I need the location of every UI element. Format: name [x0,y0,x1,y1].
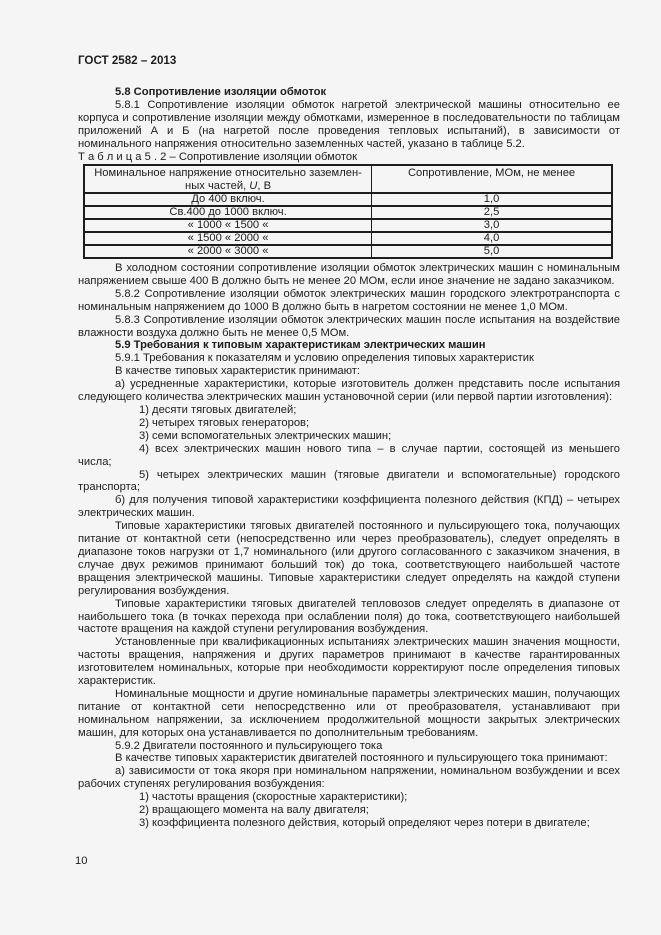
column-header-resistance: Сопротивление, МОм, не менее [372,165,612,193]
table-row [84,193,612,206]
voltage-header-line2-post: , В [257,179,272,192]
table-row [84,245,612,258]
voltage-symbol: U [249,179,258,192]
table-row [84,206,612,219]
paragraph-5-9-2: 5.9.2 Двигатели постоянного и пульсирующего тока [115,739,383,752]
table-caption-label: Т а б л и ц а 5 . 2 [78,150,167,163]
voltage-cell: « 2000 « 3000 « [84,245,372,258]
paragraph-nominal-power: Номинальные мощности и другие номинальные параметры электрических машин, получающих питание от контактной сети непосредственно или от преобразователя, устанавливают при номинальном напряжении, за исключением продолжительной мощности закрытых электрических машин, для которых она устанавливается по дополнительным требованиям. [78,687,620,739]
table-caption [78,151,620,164]
paragraph-5-8-2: 5.8.2 Сопротивление изоляции обмоток электрических машин городского электротранспорта с номинальным напряжением до 1000 В должно быть в нагретом состоянии не менее 1,0 МОм. [78,287,620,313]
voltage-cell: Св.400 до 1000 включ. [84,206,372,219]
paragraph-5-9-1: 5.9.1 Требования к показателям и условию определения типовых характеристик [115,352,534,365]
paragraph-item-a2: а) зависимости от тока якоря при номинальном напряжении, номинальном возбуждении и всех рабочих ступенях регулирования возбуждения: [78,765,620,791]
paragraph-dc-intro: В качестве типовых характеристик двигателей постоянного и пульсирующего тока принимают: [115,752,608,765]
resistance-cell: 5,0 [372,245,612,258]
paragraph-item-a: а) усредненные характеристики, которые изготовитель должен представить после испытания следующего количества электрических машин установочной серии (или первой партии изготовления): [78,378,620,404]
paragraph-qualification: Установленные при квалификационных испытаниях электрических машин значения мощности, частоты вращения, напряжения и других параметров принимают в качестве гарантированных изготовителем номинальных, которые при необходимости корректируют после определения типовых характеристик. [78,636,620,688]
page-number: 10 [75,855,88,867]
resistance-cell: 2,5 [372,206,612,219]
table-row [84,219,612,232]
table-caption-text: – Сопротивление изоляции обмоток [166,150,357,163]
document-body [78,86,620,830]
list-item-1: 1) десяти тяговых двигателей; [139,404,297,416]
insulation-resistance-table [83,164,613,259]
voltage-header-line2-pre: ных частей, [185,179,250,192]
section-heading-5-8: 5.8 Сопротивление изоляции обмоток [115,86,327,98]
list-item-speed: 1) частоты вращения (скоростные характеристики); [139,791,408,804]
paragraph-typical-intro: В качестве типовых характеристик принимают: [115,365,361,378]
voltage-header-line1: Номинальное напряжение относительно заземлен- [94,167,362,180]
paragraph-item-b: б) для получения типовой характеристики коэффициента полезного действия (КПД) – четырех электрических машин. [78,494,620,520]
voltage-cell: « 1000 « 1500 « [84,219,372,232]
paragraph-5-8-1: 5.8.1 Сопротивление изоляции обмоток нагретой электрической машины относительно ее корпуса и сопротивление изоляции между обмотками, измеренное в последовательности по таблицам приложений А и Б (на нагретой после проведения тепловых испытаний), в зависимости от номинального напряжения относительно заземленных частей, указано в таблице 5.2. [78,98,620,150]
resistance-cell: 3,0 [372,219,612,232]
paragraph-cold-state: В холодном состоянии сопротивление изоляции обмоток электрических машин с номинальным напряжением свыше 400 В должно быть не менее 20 МОм, если иное значение не задано заказчиком. [78,262,620,287]
list-item-2: 2) четырех тяговых генераторов; [139,416,310,429]
document-header: ГОСТ 2582 – 2013 [78,54,177,67]
voltage-cell: « 1500 « 2000 « [84,232,372,245]
table-row [84,232,612,245]
section-heading-5-9: 5.9 Требования к типовым характеристикам электрических машин [115,339,486,352]
list-item-torque: 2) вращающего момента на валу двигателя; [139,804,369,817]
resistance-cell: 4,0 [372,232,612,245]
paragraph-typical-dc: Типовые характеристики тяговых двигателей постоянного и пульсирующего тока, получающих питание от контактной сети (непосредственно или через преобразователь), следует определять в диапазоне токов нагрузки от 1,7 номинального (или другого согласованного с заказчиком значения, в случае двух режимов принимают больший ток) до тока, соответствующего наибольшей частоте вращения электрической машины. Типовые характеристики следует определять на каждой ступени регулирования возбуждения. [78,520,620,597]
paragraph-5-8-3: 5.8.3 Сопротивление изоляции обмоток электрических машин после испытания на воздействие влажности воздуха должно быть не менее 0,5 МОм. [78,313,620,339]
list-item-4: 4) всех электрических машин нового типа – в случае партии, состоящей из меньшего числа; [78,442,620,468]
paragraph-typical-diesel: Типовые характеристики тяговых двигателей тепловозов следует определять в диапазоне от наибольшего тока (в точках перехода при ослаблении поля) до тока, соответствующего наибольшей частоте вращения на каждой ступени регулирования возбуждения. [78,597,620,636]
table-header-row [84,165,612,193]
list-item-efficiency: 3) коэффициента полезного действия, который определяют через потери в двигателе; [139,817,590,829]
resistance-cell: 1,0 [372,193,612,206]
column-header-voltage [84,165,372,193]
list-item-5: 5) четырех электрических машин (тяговые двигатели и вспомогательные) городского транспорта; [78,468,620,494]
list-item-3: 3) семи вспомогательных электрических машин; [139,429,392,442]
voltage-cell: До 400 включ. [84,193,372,206]
